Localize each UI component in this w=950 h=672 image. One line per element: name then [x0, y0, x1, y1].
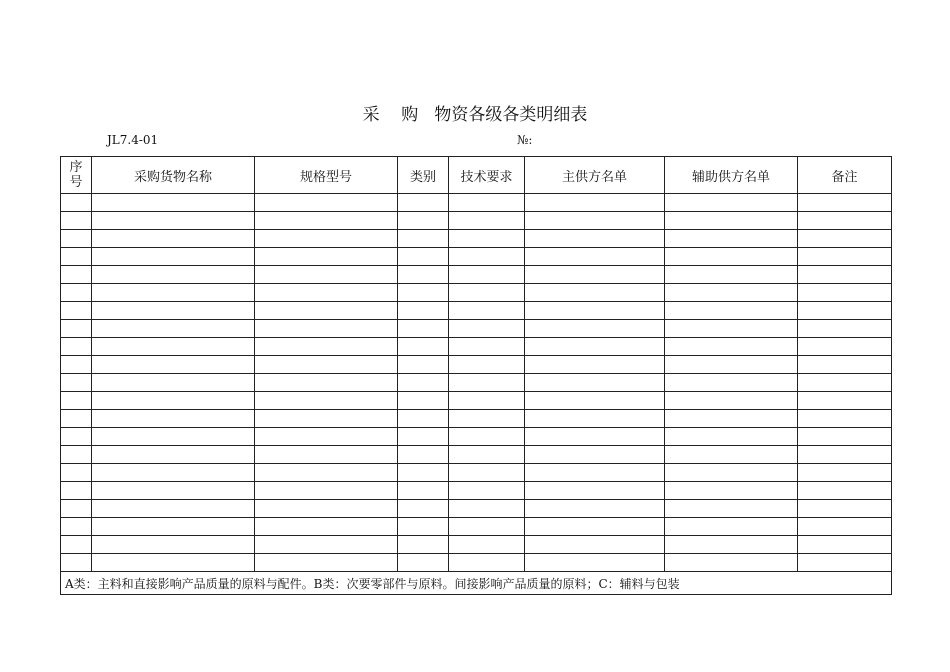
header-goods-name: 采购货物名称 — [92, 157, 255, 194]
table-cell[interactable] — [665, 230, 798, 248]
table-cell[interactable] — [449, 518, 525, 536]
table-cell[interactable] — [449, 356, 525, 374]
table-cell[interactable] — [61, 230, 92, 248]
table-cell[interactable] — [255, 482, 398, 500]
table-cell[interactable] — [398, 194, 449, 212]
table-cell[interactable] — [798, 428, 892, 446]
table-cell[interactable] — [398, 338, 449, 356]
table-cell[interactable] — [61, 212, 92, 230]
table-cell[interactable] — [525, 230, 665, 248]
table-cell[interactable] — [525, 500, 665, 518]
header-tech-requirements: 技术要求 — [449, 157, 525, 194]
table-cell[interactable] — [61, 266, 92, 284]
table-cell[interactable] — [798, 302, 892, 320]
table-cell[interactable] — [525, 284, 665, 302]
table-cell[interactable] — [255, 536, 398, 554]
table-cell[interactable] — [255, 266, 398, 284]
number-label: №: — [517, 133, 533, 147]
table-row — [61, 302, 892, 320]
table-cell[interactable] — [665, 518, 798, 536]
table-cell[interactable] — [449, 194, 525, 212]
table-cell[interactable] — [525, 392, 665, 410]
table-cell[interactable] — [255, 230, 398, 248]
table-cell[interactable] — [255, 374, 398, 392]
table-row — [61, 374, 892, 392]
table-cell[interactable] — [255, 392, 398, 410]
table-cell[interactable] — [665, 392, 798, 410]
table-cell[interactable] — [398, 554, 449, 572]
table-cell[interactable] — [665, 248, 798, 266]
footnote-text: A类：主料和直接影响产品质量的原料与配件。B类：次要零部件与原料。间接影响产品质量的原料；C：辅料与包装 — [61, 572, 892, 595]
table-cell[interactable] — [61, 500, 92, 518]
table-cell[interactable] — [798, 338, 892, 356]
table-cell[interactable] — [665, 266, 798, 284]
table-cell[interactable] — [798, 554, 892, 572]
table-row — [61, 356, 892, 374]
table-cell[interactable] — [398, 536, 449, 554]
table-cell[interactable] — [525, 212, 665, 230]
table-cell[interactable] — [665, 374, 798, 392]
table-row — [61, 338, 892, 356]
table-cell[interactable] — [398, 230, 449, 248]
table-cell[interactable] — [92, 392, 255, 410]
table-row — [61, 554, 892, 572]
table-cell[interactable] — [255, 302, 398, 320]
table-cell[interactable] — [665, 338, 798, 356]
table-cell[interactable] — [449, 248, 525, 266]
table-cell[interactable] — [398, 266, 449, 284]
table-cell[interactable] — [255, 194, 398, 212]
header-spec-model: 规格型号 — [255, 157, 398, 194]
table-cell[interactable] — [525, 338, 665, 356]
table-cell[interactable] — [525, 410, 665, 428]
table-cell[interactable] — [255, 428, 398, 446]
table-row — [61, 518, 892, 536]
table-cell[interactable] — [398, 302, 449, 320]
table-cell[interactable] — [525, 446, 665, 464]
table-cell[interactable] — [665, 302, 798, 320]
table-cell[interactable] — [525, 194, 665, 212]
table-row — [61, 284, 892, 302]
table-cell[interactable] — [92, 284, 255, 302]
table-row — [61, 194, 892, 212]
table-cell[interactable] — [398, 392, 449, 410]
table-cell[interactable] — [449, 266, 525, 284]
table-cell[interactable] — [61, 482, 92, 500]
table-cell[interactable] — [449, 230, 525, 248]
header-remarks: 备注 — [798, 157, 892, 194]
table-cell[interactable] — [398, 212, 449, 230]
table-cell[interactable] — [398, 446, 449, 464]
table-cell[interactable] — [61, 248, 92, 266]
table-cell[interactable] — [61, 320, 92, 338]
table-cell[interactable] — [398, 428, 449, 446]
table-cell[interactable] — [92, 302, 255, 320]
table-cell[interactable] — [92, 320, 255, 338]
table-cell[interactable] — [398, 320, 449, 338]
table-row — [61, 464, 892, 482]
table-cell[interactable] — [255, 464, 398, 482]
table-cell[interactable] — [255, 248, 398, 266]
table-cell[interactable] — [255, 284, 398, 302]
table-cell[interactable] — [61, 374, 92, 392]
table-cell[interactable] — [798, 536, 892, 554]
detail-table — [60, 156, 892, 595]
table-cell[interactable] — [61, 536, 92, 554]
table-cell[interactable] — [665, 410, 798, 428]
table-cell[interactable] — [255, 338, 398, 356]
table-cell[interactable] — [798, 518, 892, 536]
table-cell[interactable] — [665, 536, 798, 554]
header-aux-suppliers: 辅助供方名单 — [665, 157, 798, 194]
table-cell[interactable] — [449, 536, 525, 554]
table-cell[interactable] — [61, 410, 92, 428]
table-cell[interactable] — [665, 446, 798, 464]
table-row — [61, 212, 892, 230]
table-cell[interactable] — [798, 410, 892, 428]
table-cell[interactable] — [398, 518, 449, 536]
table-cell[interactable] — [665, 554, 798, 572]
table-cell[interactable] — [398, 374, 449, 392]
table-cell[interactable] — [525, 554, 665, 572]
table-cell[interactable] — [61, 392, 92, 410]
table-cell[interactable] — [255, 212, 398, 230]
header-main-suppliers: 主供方名单 — [525, 157, 665, 194]
table-cell[interactable] — [92, 374, 255, 392]
table-cell[interactable] — [92, 536, 255, 554]
table-cell[interactable] — [449, 392, 525, 410]
table-cell[interactable] — [92, 410, 255, 428]
table-row — [61, 230, 892, 248]
table-cell[interactable] — [61, 194, 92, 212]
table-cell[interactable] — [92, 482, 255, 500]
table-cell[interactable] — [665, 320, 798, 338]
table-cell[interactable] — [92, 230, 255, 248]
table-cell[interactable] — [255, 446, 398, 464]
table-cell[interactable] — [449, 374, 525, 392]
table-cell[interactable] — [449, 284, 525, 302]
table-cell[interactable] — [61, 302, 92, 320]
table-cell[interactable] — [525, 302, 665, 320]
table-cell[interactable] — [255, 356, 398, 374]
table-row — [61, 392, 892, 410]
table-cell[interactable] — [92, 446, 255, 464]
table-cell[interactable] — [525, 428, 665, 446]
table-row — [61, 410, 892, 428]
table-cell[interactable] — [798, 392, 892, 410]
table-cell[interactable] — [449, 464, 525, 482]
table-cell[interactable] — [398, 482, 449, 500]
table-header-row — [61, 157, 892, 194]
table-cell[interactable] — [798, 446, 892, 464]
table-row — [61, 482, 892, 500]
table-cell[interactable] — [665, 212, 798, 230]
table-cell[interactable] — [665, 500, 798, 518]
footnote-row — [61, 572, 892, 595]
table-row — [61, 248, 892, 266]
table-cell[interactable] — [665, 464, 798, 482]
table-cell[interactable] — [61, 518, 92, 536]
table-cell[interactable] — [525, 482, 665, 500]
table-cell[interactable] — [525, 464, 665, 482]
table-row — [61, 266, 892, 284]
table-cell[interactable] — [92, 500, 255, 518]
table-cell[interactable] — [798, 194, 892, 212]
table-cell[interactable] — [449, 428, 525, 446]
table-cell[interactable] — [61, 446, 92, 464]
table-cell[interactable] — [449, 446, 525, 464]
table-cell[interactable] — [798, 320, 892, 338]
table-row — [61, 536, 892, 554]
table-cell[interactable] — [449, 302, 525, 320]
form-code: JL7.4-01 — [107, 133, 159, 147]
table-cell[interactable] — [525, 248, 665, 266]
table-cell[interactable] — [92, 356, 255, 374]
table-cell[interactable] — [61, 428, 92, 446]
header-seq-line-1: 序 — [69, 160, 83, 175]
table-cell[interactable] — [449, 482, 525, 500]
table-cell[interactable] — [398, 356, 449, 374]
table-row — [61, 320, 892, 338]
table-cell[interactable] — [798, 374, 892, 392]
table-cell[interactable] — [449, 212, 525, 230]
table-cell[interactable] — [798, 230, 892, 248]
table-cell[interactable] — [255, 410, 398, 428]
table-cell[interactable] — [665, 284, 798, 302]
table-cell[interactable] — [449, 500, 525, 518]
table-cell[interactable] — [449, 320, 525, 338]
table-cell[interactable] — [255, 500, 398, 518]
table-cell[interactable] — [798, 482, 892, 500]
table-cell[interactable] — [398, 248, 449, 266]
table-cell[interactable] — [92, 464, 255, 482]
table-cell[interactable] — [449, 338, 525, 356]
header-category: 类别 — [398, 157, 449, 194]
table-cell[interactable] — [255, 320, 398, 338]
table-cell[interactable] — [449, 554, 525, 572]
table-cell[interactable] — [92, 266, 255, 284]
table-cell[interactable] — [525, 536, 665, 554]
table-cell[interactable] — [798, 212, 892, 230]
table-cell[interactable] — [525, 356, 665, 374]
table-cell[interactable] — [398, 464, 449, 482]
table-cell[interactable] — [525, 266, 665, 284]
table-cell[interactable] — [61, 356, 92, 374]
table-cell[interactable] — [665, 194, 798, 212]
header-seq — [61, 157, 92, 194]
table-cell[interactable] — [798, 266, 892, 284]
table-cell[interactable] — [61, 338, 92, 356]
table-cell[interactable] — [449, 410, 525, 428]
table-cell[interactable] — [525, 320, 665, 338]
table-cell[interactable] — [798, 248, 892, 266]
table-cell[interactable] — [255, 554, 398, 572]
table-cell[interactable] — [525, 374, 665, 392]
table-cell[interactable] — [92, 554, 255, 572]
table-cell[interactable] — [525, 518, 665, 536]
table-cell[interactable] — [92, 428, 255, 446]
table-cell[interactable] — [798, 464, 892, 482]
table-cell[interactable] — [61, 464, 92, 482]
table-cell[interactable] — [665, 482, 798, 500]
table-cell[interactable] — [61, 554, 92, 572]
table-row — [61, 500, 892, 518]
table-cell[interactable] — [665, 356, 798, 374]
table-cell[interactable] — [92, 338, 255, 356]
table-cell[interactable] — [398, 500, 449, 518]
table-cell[interactable] — [398, 284, 449, 302]
table-cell[interactable] — [92, 518, 255, 536]
table-cell[interactable] — [92, 248, 255, 266]
table-cell[interactable] — [255, 518, 398, 536]
table-cell[interactable] — [798, 356, 892, 374]
table-cell[interactable] — [61, 284, 92, 302]
table-row — [61, 428, 892, 446]
table-row — [61, 446, 892, 464]
table-cell[interactable] — [665, 428, 798, 446]
table-cell[interactable] — [92, 194, 255, 212]
table-cell[interactable] — [798, 284, 892, 302]
header-seq-line-2: 号 — [69, 175, 83, 190]
table-cell[interactable] — [398, 410, 449, 428]
table-cell[interactable] — [92, 212, 255, 230]
document-title: 采 购 物资各级各类明细表 — [362, 105, 588, 125]
table-cell[interactable] — [798, 500, 892, 518]
